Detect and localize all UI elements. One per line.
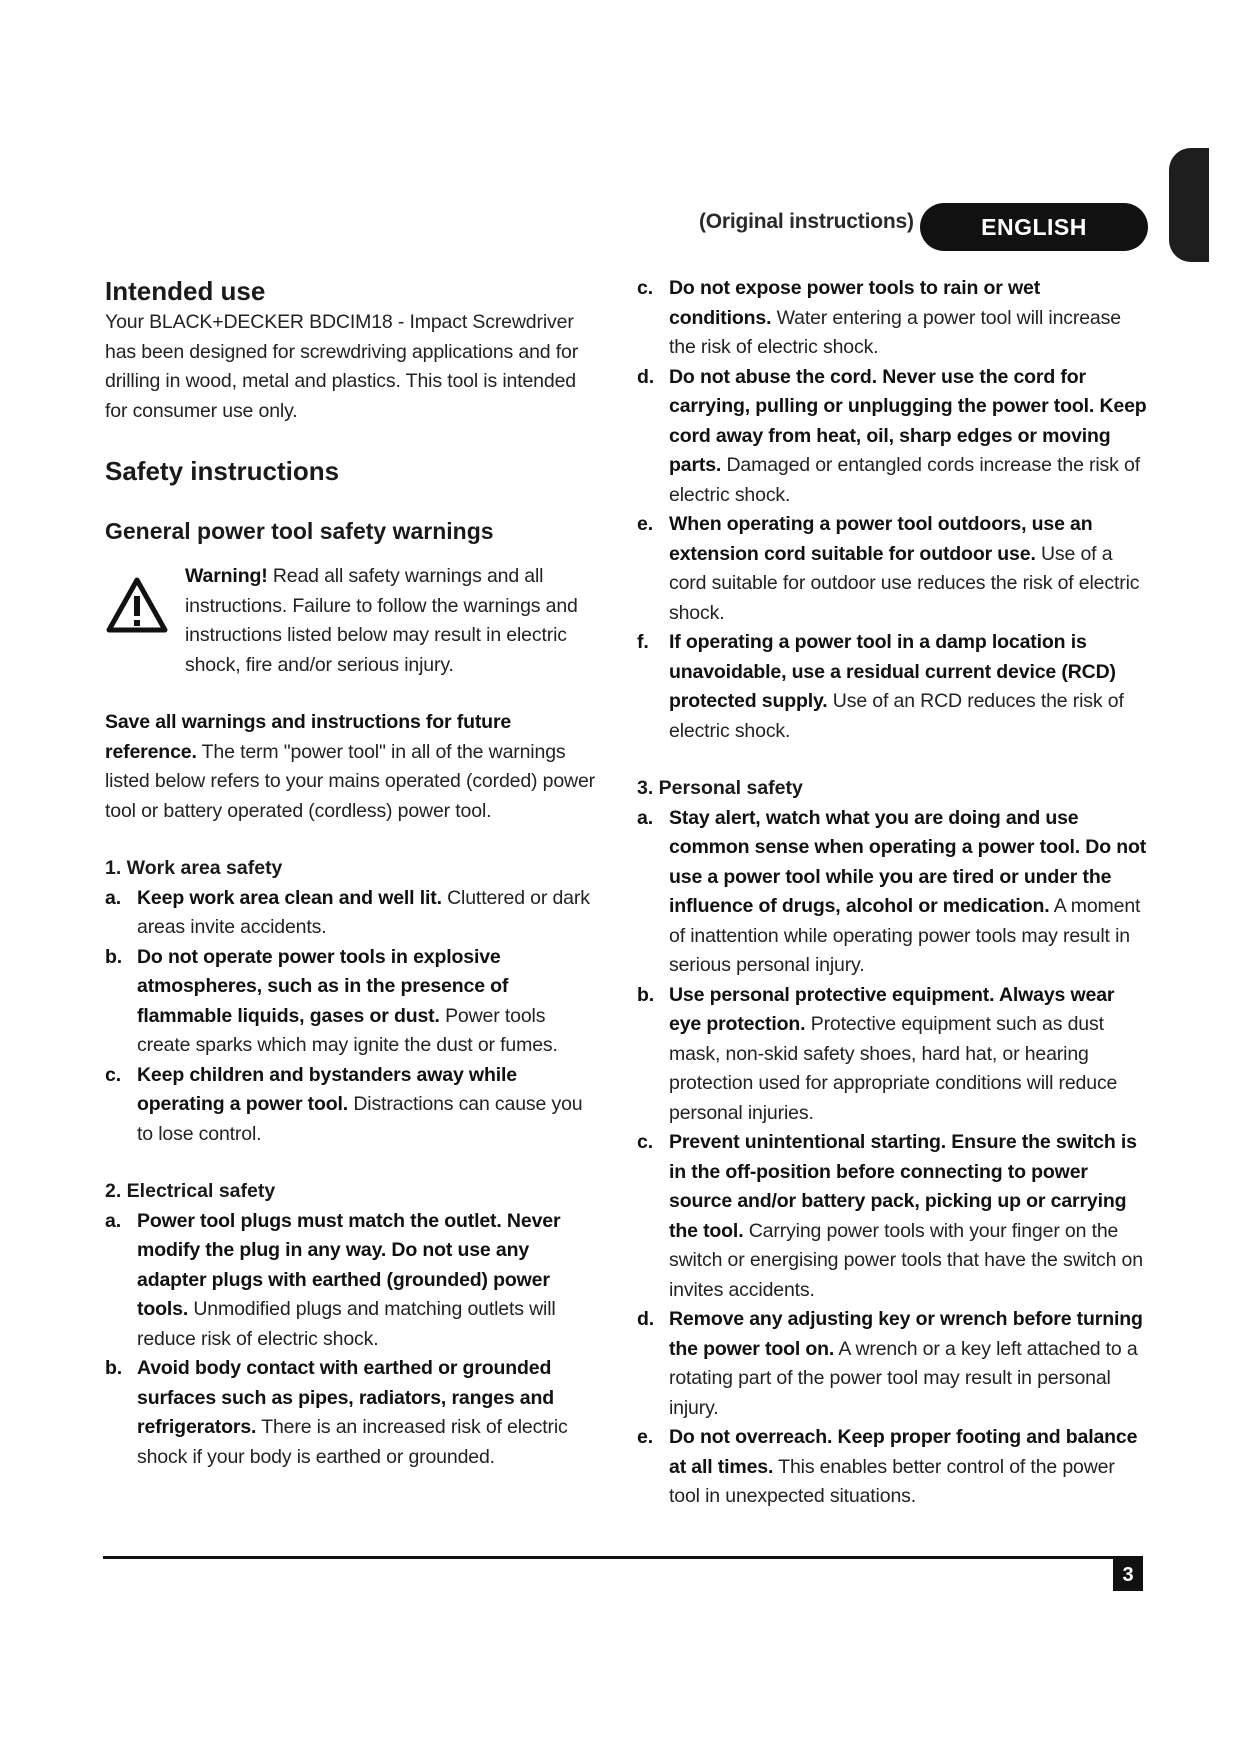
language-badge (920, 203, 1148, 251)
page-number (1113, 1559, 1143, 1591)
section-title-electrical: 2. Electrical safety (105, 1180, 276, 1202)
list-item: f. If operating a power tool in a damp location is unavoidable, use a residual current device (RCD) protected supply. Use of an RCD reduces the risk of electric shock. (637, 631, 1124, 742)
save-instructions-text (105, 708, 597, 826)
warning-block (105, 562, 597, 680)
original-instructions-label: (Original instructions) (699, 210, 914, 233)
list-item: e. Do not overreach. Keep proper footing and balance at all times. This enables better control of the power tool in unexpected situations. (637, 1426, 1138, 1507)
list-item: b. Do not operate power tools in explosive atmospheres, such as in the presence of flammable liquids, gases or dust. Power tools create sparks which may ignite the dust or fumes. (105, 945, 558, 1056)
language-label: ENGLISH (981, 213, 1087, 240)
list-item: d. Do not abuse the cord. Never use the cord for carrying, pulling or unplugging the power tool. Keep cord away from heat, oil, sharp edges or moving parts. Damaged or entangled cords increase the risk of electric shock. (637, 365, 1147, 506)
list-item: b. Avoid body contact with earthed or grounded surfaces such as pipes, radiators, ranges and refrigerators. There is an increased risk of electric shock if your body is earthed or grounded. (105, 1357, 568, 1468)
list-item: c. Do not expose power tools to rain or wet conditions. Water entering a power tool will increase the risk of electric shock. (637, 277, 1121, 358)
warning-body: Read all safety warnings and all instructions. Failure to follow the warnings and instructions listed below may result in electric shock, fire and/or serious injury. (185, 565, 578, 676)
warning-triangle-icon (105, 562, 185, 639)
list-item: e. When operating a power tool outdoors, use an extension cord suitable for outdoor use. Use of a cord suitable for outdoor use reduces the risk of electric shock. (637, 513, 1140, 624)
list-item: a. Power tool plugs must match the outlet. Never modify the plug in any way. Do not use any adapter plugs with earthed (grounded) power tools. Unmodified plugs and matching outlets will reduce risk of electric shock. (105, 1209, 561, 1350)
section-title-work-area: 1. Work area safety (105, 857, 283, 879)
save-body: The term "power tool" in all of the warnings listed below refers to your mains operated (corded) power tool or battery operated (cordless) power tool. (105, 740, 596, 822)
language-side-tab (1169, 148, 1209, 262)
list-item: c. Prevent unintentional starting. Ensure the switch is in the off-position before connecting to power source and/or battery pack, picking up or carrying the tool. Carrying power tools with your finger on the switch or energising power tools that have the switch on invites accidents. (637, 1131, 1143, 1301)
right-column (637, 274, 1147, 1512)
safety-instructions-title: Safety instructions (105, 456, 340, 486)
general-warnings-title: General power tool safety warnings (105, 518, 494, 544)
section-title-personal-safety: 3. Personal safety (637, 777, 803, 799)
intended-use-title: Intended use (105, 276, 266, 306)
left-column (105, 274, 597, 1472)
list-item: c. Keep children and bystanders away while operating a power tool. Distractions can cause you to lose control. (105, 1063, 583, 1145)
warning-text (185, 562, 597, 680)
list-item: b. Use personal protective equipment. Always wear eye protection. Protective equipment such as dust mask, non-skid safety shoes, hard hat, or hearing protection used for appropriate conditions will reduce personal injuries. (637, 983, 1118, 1124)
intended-use-text: Your BLACK+DECKER BDCIM18 - Impact Screwdriver has been designed for screwdriving applications and for drilling in wood, metal and plastics. This tool is intended for consumer use only. (105, 311, 579, 422)
list-item: a. Stay alert, watch what you are doing and use common sense when operating a power tool. Do not use a power tool while you are tired or under the influence of drugs, alcohol or medication. A moment of inattention while operating power tools may result in serious personal injury. (637, 806, 1147, 976)
list-item: d. Remove any adjusting key or wrench before turning the power tool on. A wrench or a key left attached to a rotating part of the power tool may result in personal injury. (637, 1308, 1143, 1419)
save-bold: Save all warnings and instructions for future reference. (105, 711, 512, 763)
list-item: a. Keep work area clean and well lit. Cluttered or dark areas invite accidents. (105, 886, 590, 938)
footer-rule (103, 1556, 1143, 1559)
warning-bold: Warning! (185, 565, 268, 587)
page-number-label: 3 (1122, 1563, 1134, 1586)
